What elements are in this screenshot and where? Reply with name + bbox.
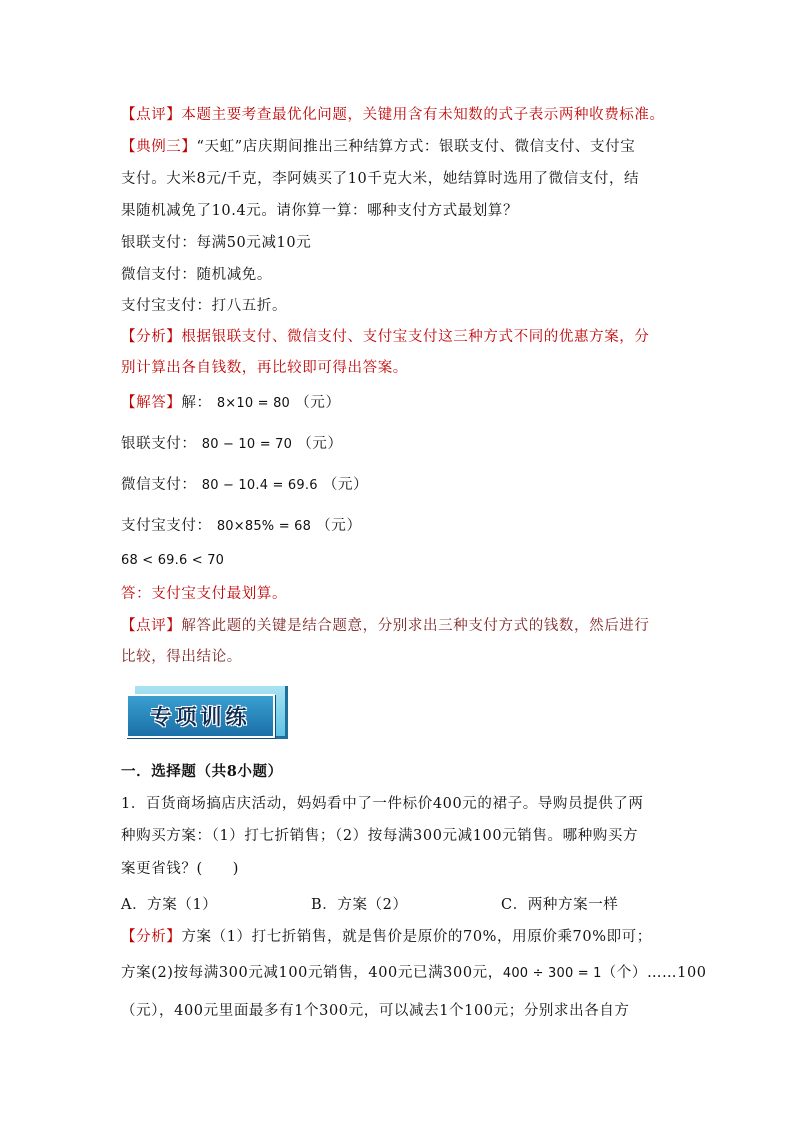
solution-comparison: 68 < 69.6 < 70 <box>121 553 225 568</box>
comment-2-text-1: 解答此题的关键是结合题意，分别求出三种支付方式的钱数，然后进行 <box>181 618 650 634</box>
payment-option-wechat: 微信支付：随机减免。 <box>121 267 272 283</box>
comment-2-tag: 【点评】 <box>121 618 182 634</box>
banner-front-panel <box>126 694 275 738</box>
question-1-line-1: 1．百货商场搞店庆活动，妈妈看中了一件标价400元的裙子。导购员提供了两 <box>121 796 644 812</box>
question-1-options <box>121 893 618 914</box>
analysis-2-text-2a: 方案(2)按每满300元减100元销售，400元已满300元， <box>121 965 503 981</box>
option-b[interactable]: B．方案（2） <box>311 897 408 913</box>
solution-label-2: 微信支付： <box>121 477 197 493</box>
example-3-line-3: 果随机减免了10.4元。请你算一算：哪种支付方式最划算？ <box>121 203 519 219</box>
section-banner <box>121 680 286 740</box>
solution-line-3 <box>121 514 362 535</box>
analysis-2-line-1 <box>121 925 652 946</box>
analysis-1-tag: 【分析】 <box>121 329 182 345</box>
question-1-paren-close: ) <box>232 861 240 877</box>
comment-2-line-2: 比较，得出结论。 <box>121 649 242 665</box>
comment-2-line-1 <box>121 614 650 635</box>
banner-title: 专项训练 <box>150 705 251 729</box>
payment-option-unionpay: 银联支付：每满50元减10元 <box>121 235 312 251</box>
question-1-line-3 <box>121 857 239 878</box>
analysis-2-tag: 【分析】 <box>121 929 182 945</box>
unit-label: （元） <box>322 477 369 493</box>
example-3-line-2: 支付。大米8元/千克，李阿姨买了10千克大米，她结算时选用了微信支付，结 <box>121 171 640 187</box>
analysis-2-math: 400 ÷ 300 = 1 <box>502 966 602 981</box>
analysis-2-line-2 <box>121 961 707 982</box>
comment-1-tag: 【点评】 <box>121 107 182 123</box>
question-1-text-3: 案更省钱？( <box>121 861 203 877</box>
example-3-line-1 <box>121 135 635 156</box>
analysis-2-text-2b: （个）……100 <box>601 965 707 981</box>
analysis-1-text-1: 根据银联支付、微信支付、支付宝支付这三种方式不同的优惠方案，分 <box>181 329 650 345</box>
example-3-tag: 【典例三】 <box>121 139 197 155</box>
analysis-2-text-1: 方案（1）打七折销售，就是售价是原价的70%，用原价乘70%即可； <box>181 929 652 945</box>
solution-line-0 <box>121 391 341 412</box>
solution-line-2 <box>121 473 368 494</box>
solution-equation-0: 8×10 = 80 <box>216 396 291 411</box>
question-1-line-2: 种购买方案：（1）打七折销售；（2）按每满300元减100元销售。哪种购买方 <box>121 828 639 844</box>
payment-option-alipay: 支付宝支付：打八五折。 <box>121 298 288 314</box>
comment-1 <box>121 103 665 124</box>
analysis-1-line-2: 别计算出各自钱数，再比较即可得出答案。 <box>121 360 408 376</box>
example-3-text-1: “天虹”店庆期间推出三种结算方式：银联支付、微信支付、支付宝 <box>196 139 636 155</box>
solution-label-3: 支付宝支付： <box>121 518 212 534</box>
analysis-1-line-1 <box>121 325 650 346</box>
option-a[interactable]: A．方案（1） <box>121 897 218 913</box>
unit-label: （元） <box>295 395 341 411</box>
solution-tag: 【解答】 <box>121 395 182 411</box>
solution-equation-1: 80 − 10 = 70 <box>201 437 293 452</box>
comment-1-text: 本题主要考查最优化问题，关键用含有未知数的式子表示两种收费标准。 <box>181 107 665 123</box>
unit-label: （元） <box>297 436 343 452</box>
section-title: 一．选择题（共8小题） <box>121 763 283 780</box>
solution-equation-3: 80×85% = 68 <box>216 519 312 534</box>
solution-label-0: 解： <box>181 395 212 411</box>
solution-label-1: 银联支付： <box>121 436 197 452</box>
solution-equation-2: 80 − 10.4 = 69.6 <box>201 478 318 493</box>
solution-answer: 答：支付宝支付最划算。 <box>121 586 288 602</box>
solution-line-1 <box>121 432 343 453</box>
option-c[interactable]: C．两种方案一样 <box>501 897 619 913</box>
analysis-2-line-3: （元），400元里面最多有1个300元，可以减去1个100元；分别求出各自方 <box>121 1003 630 1019</box>
unit-label: （元） <box>316 518 362 534</box>
